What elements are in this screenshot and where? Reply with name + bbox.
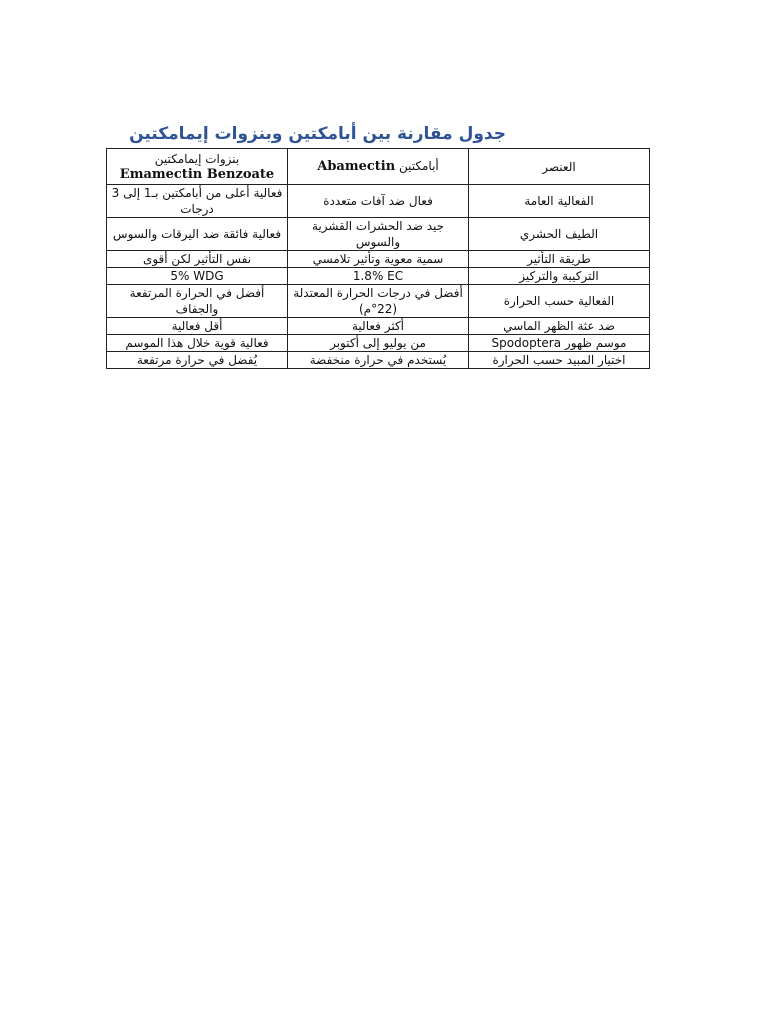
table-row xyxy=(107,251,650,268)
row-label: الفعالية حسب الحرارة xyxy=(469,285,650,318)
header-cell-element: العنصر xyxy=(469,149,650,185)
emamectin-cell: أفضل في الحرارة المرتفعة والجفاف xyxy=(107,285,288,318)
emamectin-cell: 5% WDG xyxy=(107,268,288,285)
row-label: اختيار المبيد حسب الحرارة xyxy=(469,352,650,369)
row-label: الطيف الحشري xyxy=(469,218,650,251)
header-abamectin-ar: أبامكتين xyxy=(399,159,439,173)
abamectin-cell: فعال ضد آفات متعددة xyxy=(288,185,469,218)
row-label: الفعالية العامة xyxy=(469,185,650,218)
abamectin-cell: جيد ضد الحشرات القشرية والسوس xyxy=(288,218,469,251)
table-row xyxy=(107,352,650,369)
table-row xyxy=(107,185,650,218)
abamectin-cell: سمية معوية وتأثير تلامسي xyxy=(288,251,469,268)
emamectin-cell: فعالية فائقة ضد اليرقات والسوس xyxy=(107,218,288,251)
abamectin-cell: يُستخدم في حرارة منخفضة xyxy=(288,352,469,369)
abamectin-cell: أفضل في درجات الحرارة المعتدلة (22°م) xyxy=(288,285,469,318)
header-emamectin-ar: بنزوات إيمامكتين xyxy=(154,151,240,166)
header-cell-abamectin xyxy=(288,149,469,185)
row-label: موسم ظهور Spodoptera xyxy=(469,335,650,352)
comparison-table xyxy=(106,148,650,369)
emamectin-cell: نفس التأثير لكن أقوى xyxy=(107,251,288,268)
table-row xyxy=(107,218,650,251)
row-label: طريقة التأثير xyxy=(469,251,650,268)
table-row xyxy=(107,285,650,318)
table-row xyxy=(107,335,650,352)
abamectin-cell: أكثر فعالية xyxy=(288,318,469,335)
emamectin-cell: يُفضل في حرارة مرتفعة xyxy=(107,352,288,369)
header-abamectin-en: Abamectin xyxy=(317,159,396,174)
header-emamectin-en: Emamectin Benzoate xyxy=(119,166,275,182)
abamectin-cell: 1.8% EC xyxy=(288,268,469,285)
emamectin-cell: فعالية أعلى من أبامكتين بـ1 إلى 3 درجات xyxy=(107,185,288,218)
table-header-row xyxy=(107,149,650,185)
table-row xyxy=(107,318,650,335)
document-title: جدول مقارنة بين أبامكتين وبنزوات إيمامكتين xyxy=(129,124,506,144)
emamectin-cell: أقل فعالية xyxy=(107,318,288,335)
table-row xyxy=(107,268,650,285)
row-label: التركيبة والتركيز xyxy=(469,268,650,285)
emamectin-cell: فعالية قوية خلال هذا الموسم xyxy=(107,335,288,352)
header-cell-emamectin xyxy=(107,149,288,185)
abamectin-cell: من يوليو إلى أكتوبر xyxy=(288,335,469,352)
row-label: ضد عثة الظهر الماسي xyxy=(469,318,650,335)
